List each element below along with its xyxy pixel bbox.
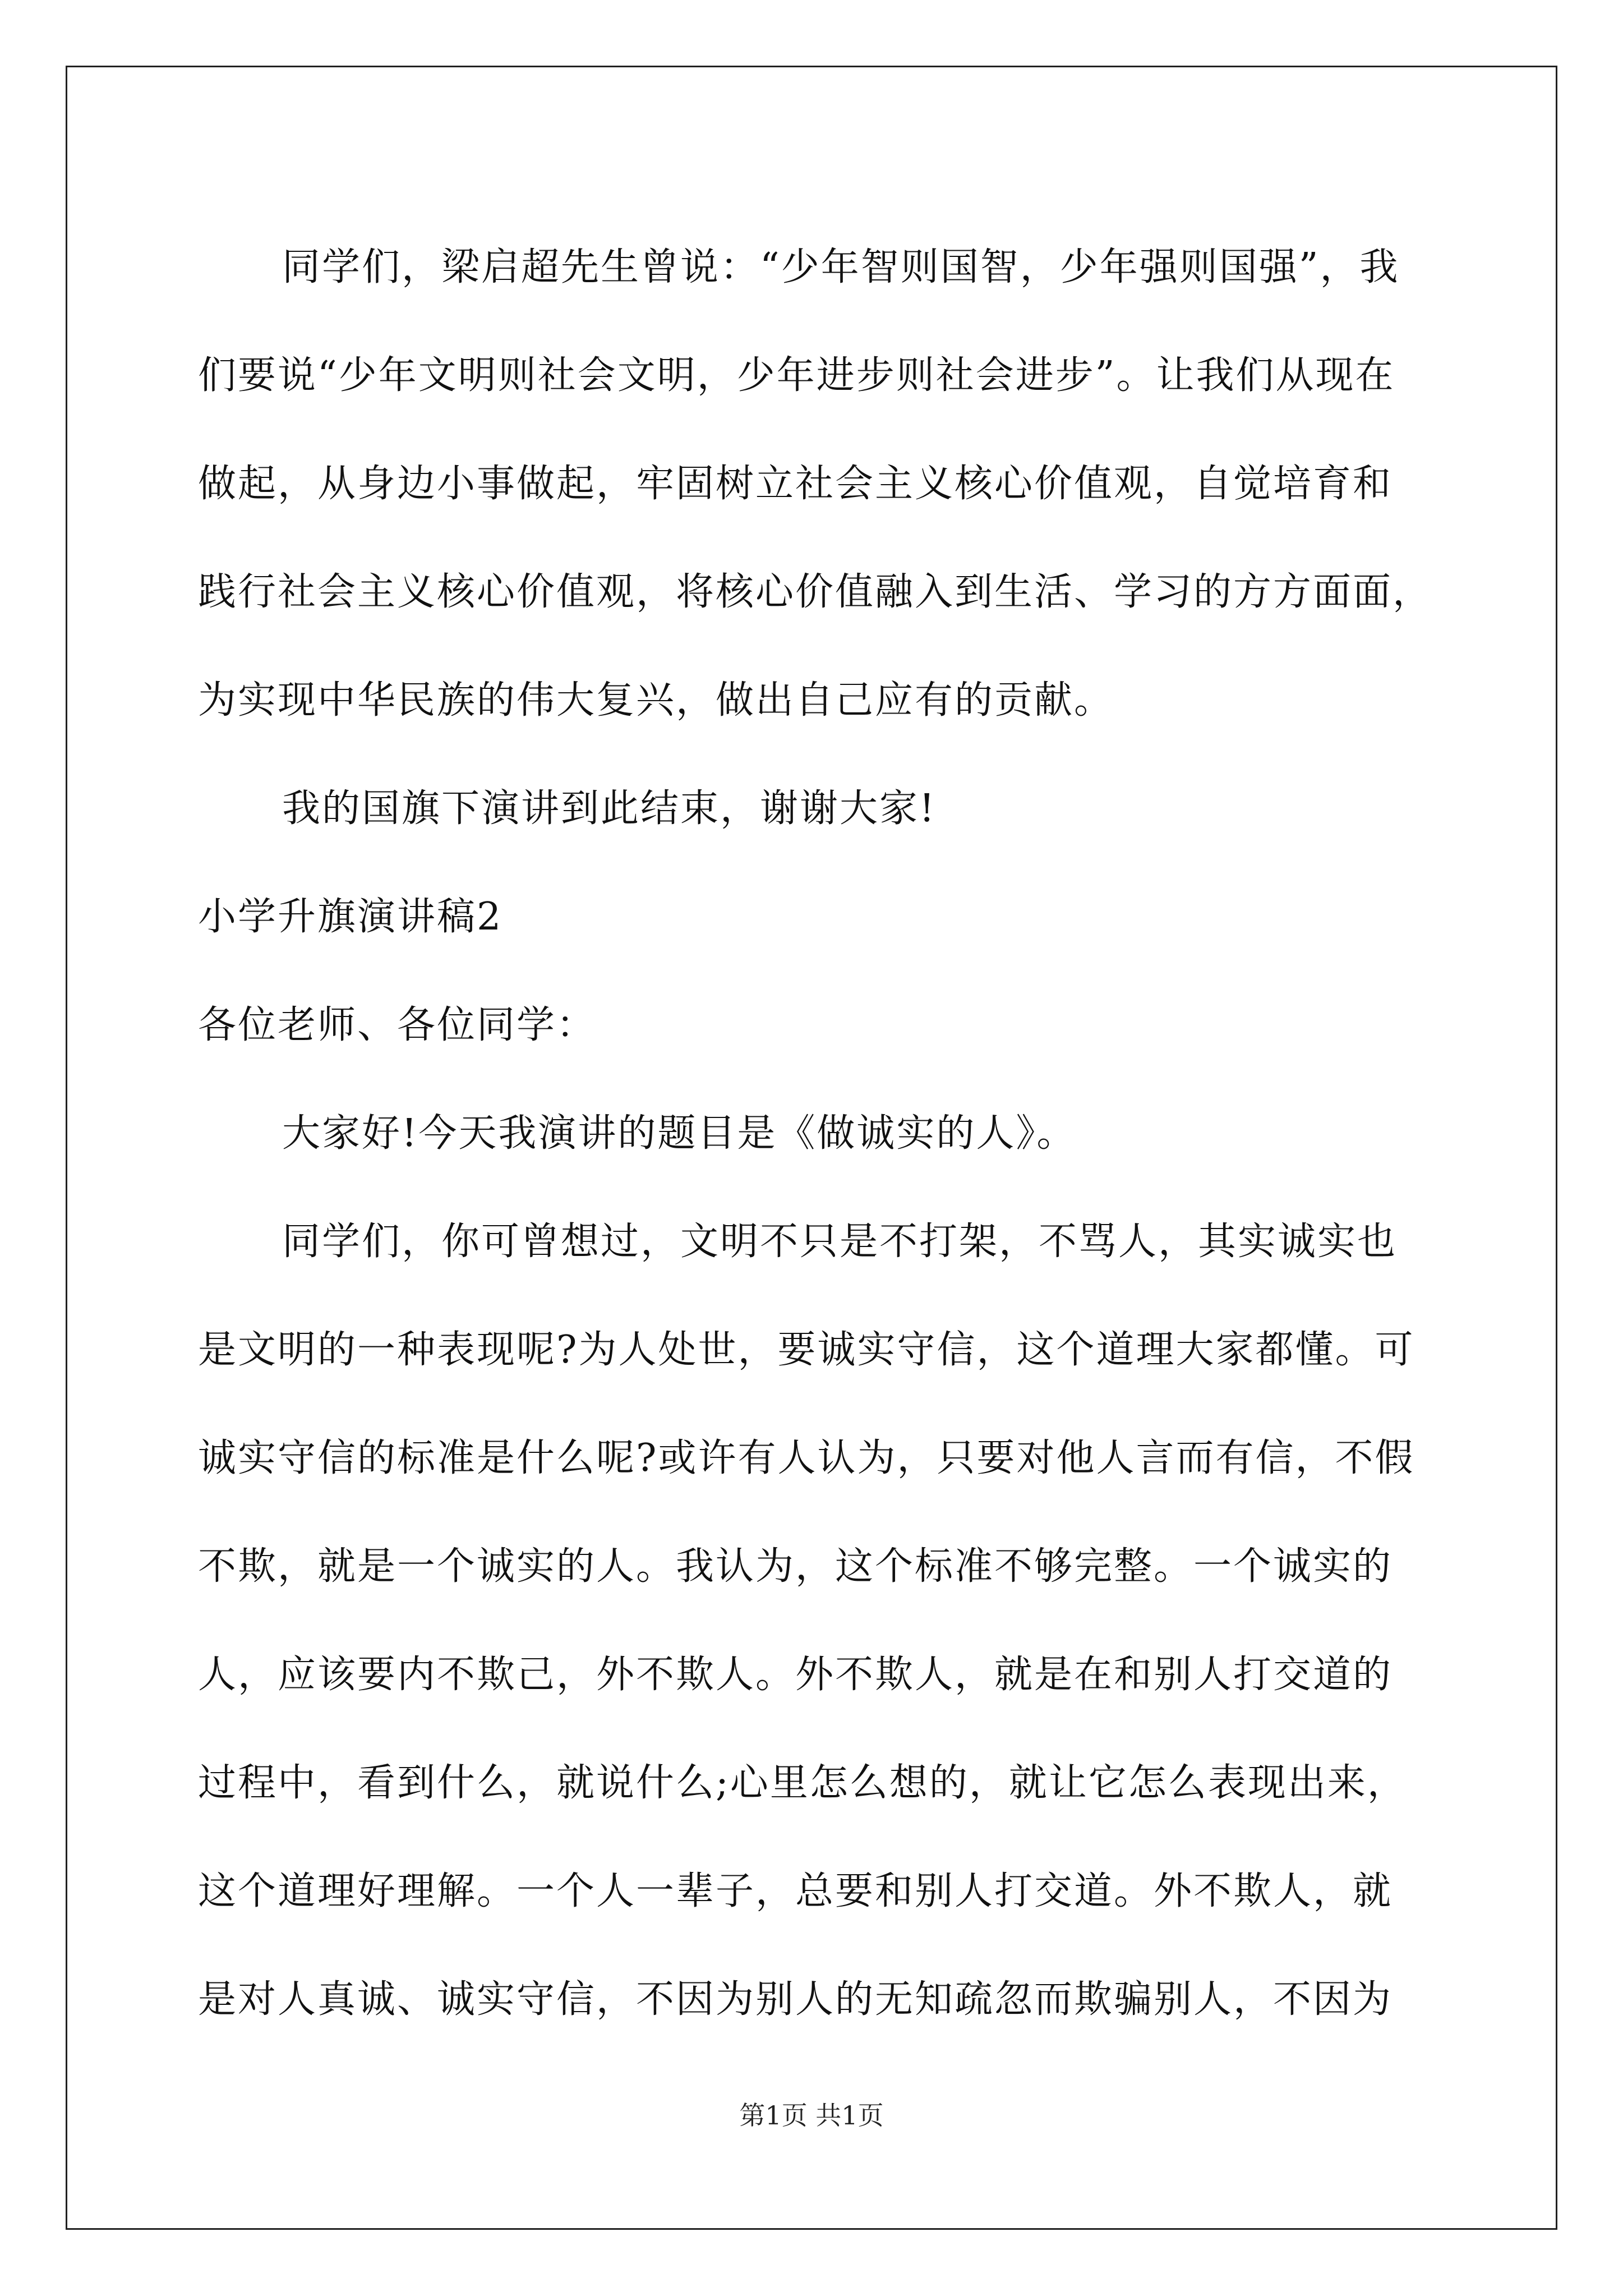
paragraph-line: 们要说“少年文明则社会文明，少年进步则社会进步”。让我们从现在: [198, 353, 1395, 398]
salutation: 各位老师、各位同学：: [198, 1002, 597, 1047]
paragraph-line: 不欺，就是一个诚实的人。我认为，这个标准不够完整。一个诚实的: [198, 1544, 1393, 1589]
section-title: 小学升旗演讲稿2: [198, 894, 503, 939]
page-footer: 第1页 共1页: [739, 2100, 884, 2131]
paragraph-line: 这个道理好理解。一个人一辈子，总要和别人打交道。外不欺人，就: [198, 1869, 1393, 1913]
paragraph-line: 过程中，看到什么，就说什么;心里怎么想的，就让它怎么表现出来，: [198, 1760, 1407, 1805]
paragraph-line: 大家好!今天我演讲的题目是《做诚实的人》。: [282, 1111, 1077, 1156]
paragraph-line: 人，应该要内不欺己，外不欺人。外不欺人，就是在和别人打交道的: [198, 1652, 1393, 1697]
paragraph-line: 诚实守信的标准是什么呢?或许有人认为，只要对他人言而有信，不假: [198, 1435, 1415, 1480]
paragraph-line: 做起，从身边小事做起，牢固树立社会主义核心价值观，自觉培育和: [198, 461, 1393, 506]
paragraph-line: 我的国旗下演讲到此结束，谢谢大家!: [282, 786, 937, 831]
paragraph-line: 践行社会主义核心价值观，将核心价值融入到生活、学习的方方面面，: [198, 569, 1433, 614]
paragraph-line: 是对人真诚、诚实守信，不因为别人的无知疏忽而欺骗别人，不因为: [198, 1977, 1393, 2022]
paragraph-line: 为实现中华民族的伟大复兴，做出自己应有的贡献。: [198, 678, 1114, 723]
paragraph-line: 是文明的一种表现呢?为人处世，要诚实守信，这个道理大家都懂。可: [198, 1327, 1415, 1372]
document-body: [198, 213, 1443, 2054]
paragraph-line: 同学们，梁启超先生曾说：“少年智则国智，少年强则国强”，我: [282, 245, 1400, 289]
paragraph-line: 同学们，你可曾想过，文明不只是不打架，不骂人，其实诚实也: [282, 1219, 1398, 1264]
